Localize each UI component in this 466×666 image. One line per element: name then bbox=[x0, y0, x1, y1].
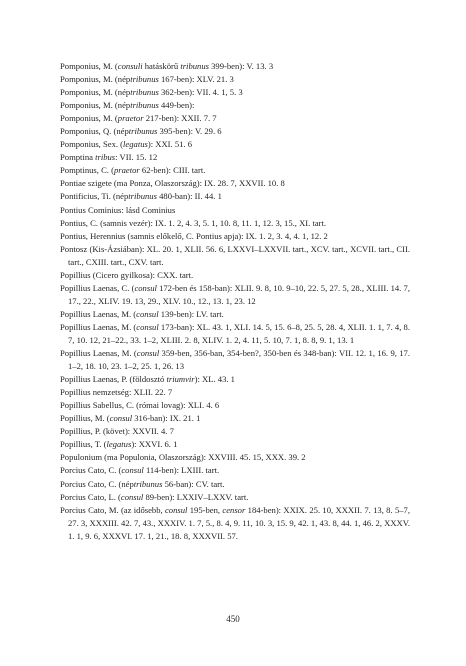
entry-text: 167-ben): XLV. 21. 3 bbox=[158, 74, 234, 85]
italic-term: consul bbox=[136, 321, 159, 332]
entry-text: Popillius Laenas, M. ( bbox=[60, 308, 137, 319]
index-entry bbox=[60, 112, 410, 125]
entry-text: Popillius (Cicero gyilkosa): CXX. tart. bbox=[60, 269, 194, 280]
italic-term: tribunus bbox=[133, 478, 163, 489]
entry-text: Pomponius, M. (nép bbox=[60, 74, 131, 85]
entry-text: Porcius Cato, L. ( bbox=[60, 491, 121, 502]
index-entry bbox=[60, 60, 410, 73]
entry-text: Pontosz (Kis-Ázsiában): XL. 20. 1, XLII. 56. 6, LXXVI–LXXVII. tart., XCV. tart., XCVII. tart., CII. tart., CXIII. tart., CXV. tart. bbox=[60, 243, 410, 267]
index-entry bbox=[60, 464, 410, 477]
entry-text: Pomponius, M. (nép bbox=[60, 87, 131, 98]
entry-text: Porcius Cato, C. ( bbox=[60, 465, 122, 476]
entry-text: Popillius, T. ( bbox=[60, 439, 107, 450]
index-entry bbox=[60, 204, 410, 217]
entry-text: Porcius Cato, M. (az idősebb, bbox=[60, 504, 165, 515]
index-entry bbox=[60, 308, 410, 321]
index-entry bbox=[60, 243, 410, 269]
index-entries bbox=[60, 60, 410, 543]
index-entry bbox=[60, 373, 410, 386]
index-entry bbox=[60, 282, 410, 308]
index-entry bbox=[60, 321, 410, 347]
entry-text: 395-ben): V. 29. 6 bbox=[157, 126, 222, 137]
index-entry bbox=[60, 425, 410, 438]
italic-term: tribunus bbox=[128, 126, 158, 137]
entry-text: Popillius nemzetség: XLII. 22. 7 bbox=[60, 387, 173, 398]
entry-text: 399-ben): V. 13. 3 bbox=[208, 61, 274, 71]
entry-text: Populonium (ma Populonia, Olaszország): XXVIII. 45. 15, XXX. 39. 2 bbox=[60, 452, 306, 463]
italic-term: praetor bbox=[117, 113, 144, 124]
index-entry bbox=[60, 399, 410, 412]
entry-text: Popillius, P. (követ): XXVII. 4. 7 bbox=[60, 426, 174, 437]
entry-text: 139-ben): LV. tart. bbox=[158, 308, 224, 319]
italic-term: consul bbox=[134, 282, 157, 293]
italic-term: consul bbox=[136, 348, 160, 359]
index-entry bbox=[60, 177, 410, 190]
entry-text: Pontius Cominius: lásd Cominius bbox=[60, 204, 176, 215]
italic-term: consul bbox=[120, 491, 144, 502]
index-entry bbox=[60, 86, 410, 99]
index-entry bbox=[60, 438, 410, 451]
entry-text: Pontificius, Ti. (nép bbox=[60, 191, 129, 202]
entry-text: 89-ben): LXXIV–LXXV. tart. bbox=[143, 491, 249, 502]
index-entry bbox=[60, 504, 410, 543]
index-entry bbox=[60, 491, 410, 504]
entry-text: 449-ben): bbox=[158, 100, 195, 111]
entry-text: 217-ben): XXII. 7. 7 bbox=[143, 113, 217, 124]
index-entry bbox=[60, 125, 410, 138]
entry-text: 362-ben): VII. 4. 1, 5. 3 bbox=[158, 87, 243, 98]
index-entry bbox=[60, 451, 410, 464]
entry-text: 173-ban): XL. 43. 1, XLI. 14. 5, 15. 6–8, 25. 5, 28. 4, XLII. 1. 1, 7. 4, 8. 7, 10. 12, 21–22., 33. 1–2, XLIII. 2. 8, XLIV. 1. 2, 4. 11, 5. 10, 7. 1, 8. 8, 9. 1, 13. 1 bbox=[68, 321, 410, 345]
italic-term: legatus bbox=[106, 439, 132, 450]
entry-text: Pomponius, M. ( bbox=[60, 113, 118, 124]
entry-text: Pomptinus, C. ( bbox=[60, 165, 114, 176]
index-entry bbox=[60, 269, 410, 282]
entry-text: ): XL. 43. 1 bbox=[194, 374, 235, 385]
entry-text: Popillius Laenas, P. (földosztó bbox=[60, 374, 167, 385]
entry-text: Pomponius, M. (nép bbox=[60, 100, 131, 111]
entry-text: 62-ben): CIII. tart. bbox=[139, 165, 206, 176]
entry-text: Popillius, M. ( bbox=[60, 413, 110, 424]
italic-term: consul bbox=[109, 413, 133, 424]
entry-text: 114-ben): LXIII. tart. bbox=[143, 465, 220, 476]
entry-text: Popillius Sabellus, C. (római lovag): XLI. 4. 6 bbox=[60, 400, 220, 411]
entry-text: Popillius Laenas, M. ( bbox=[60, 321, 137, 332]
entry-text: Pomponius, M. ( bbox=[60, 61, 118, 71]
entry-text: Pontiae szigete (ma Ponza, Olaszország): IX. 28. 7, XXVII. 10. 8 bbox=[60, 178, 285, 189]
entry-text: hatáskörű bbox=[142, 61, 181, 71]
entry-text: Pontius, Herennius (samnis előkelő, C. Pontius apja): IX. 1. 2, 3. 4, 4. 1, 12. 2 bbox=[60, 230, 328, 241]
index-entry bbox=[60, 217, 410, 230]
index-entry bbox=[60, 190, 410, 203]
italic-term: consul bbox=[121, 465, 144, 476]
italic-term: tribus bbox=[95, 152, 116, 163]
italic-term: tribunus bbox=[128, 191, 157, 202]
entry-text: ): XXI. 51. 6 bbox=[147, 139, 193, 150]
entry-text: 359-ben, 356-ban, 354-ben?, 350-ben és 348-ban): VII. 12. 1, 16. 9, 17. 1–2, 18. 10, 23. 1–2, 25. 1, 26. 13 bbox=[68, 348, 410, 372]
italic-term: tribunus bbox=[180, 61, 209, 71]
italic-term: tribunus bbox=[130, 100, 159, 111]
italic-term: consul bbox=[136, 308, 159, 319]
entry-text: 195-ben, bbox=[187, 504, 223, 515]
italic-term: praetor bbox=[113, 165, 140, 176]
entry-text: 172-ben és 158-ban): XLII. 9. 8, 10. 9–10, 22. 5, 27. 5, 28., XLIII. 14. 7, 17., 22., XLIV. 19. 13, 29., XLV. 10., 12., 13. 1, 23. 12 bbox=[68, 282, 410, 306]
entry-text: Pomptina bbox=[60, 152, 96, 163]
entry-text: 56-ban): CV. tart. bbox=[162, 478, 225, 489]
index-entry bbox=[60, 151, 410, 164]
index-entry bbox=[60, 386, 410, 399]
entry-text: 316-ban): IX. 21. 1 bbox=[132, 413, 201, 424]
index-entry bbox=[60, 347, 410, 373]
entry-text: Pomponius, Sex. ( bbox=[60, 139, 124, 150]
italic-term: triumvir bbox=[166, 374, 195, 385]
index-entry bbox=[60, 478, 410, 491]
index-entry bbox=[60, 138, 410, 151]
italic-term: censor bbox=[222, 504, 246, 515]
italic-term: tribunus bbox=[130, 87, 159, 98]
entry-text: Porcius Cato, C. (nép bbox=[60, 478, 134, 489]
index-entry bbox=[60, 230, 410, 243]
index-entry bbox=[60, 164, 410, 177]
index-entry bbox=[60, 99, 410, 112]
entry-text: Popillius Laenas, C. ( bbox=[60, 282, 135, 293]
entry-text: : VII. 15. 12 bbox=[115, 152, 158, 163]
italic-term: tribunus bbox=[130, 74, 159, 85]
italic-term: consul bbox=[164, 504, 188, 515]
index-entry bbox=[60, 412, 410, 425]
index-entry bbox=[60, 73, 410, 86]
entry-text: Pontius, C. (samnis vezér): IX. 1. 2, 4. 3, 5. 1, 10. 8, 11. 1, 12. 3, 15., XI. tart. bbox=[60, 217, 327, 228]
page-number: 450 bbox=[226, 614, 240, 624]
italic-term: consuli bbox=[117, 61, 143, 71]
entry-text: 184-ben): XXIX. 25. 10, XXXII. 7. 13, 8. 5–7, 27. 3, XXXIII. 42. 7, 43., XXXIV. 1. 7, 5., 8. 4, 9. 11, 10. 3, 15. 9, 42. 1, 43. 8, 44. 1, 46. 2, XXXV. 1. 1, 9. 6, XXXVI. 17. 1, 21., 18. 8, XXXVII. 57. bbox=[68, 504, 410, 541]
italic-term: legatus bbox=[123, 139, 148, 150]
entry-text: 480-ban): II. 44. 1 bbox=[156, 191, 222, 202]
entry-text: Popillius Laenas, M. ( bbox=[60, 348, 137, 359]
entry-text: Pomponius, Q. (nép bbox=[60, 126, 129, 137]
entry-text: ): XXVI. 6. 1 bbox=[131, 439, 178, 450]
